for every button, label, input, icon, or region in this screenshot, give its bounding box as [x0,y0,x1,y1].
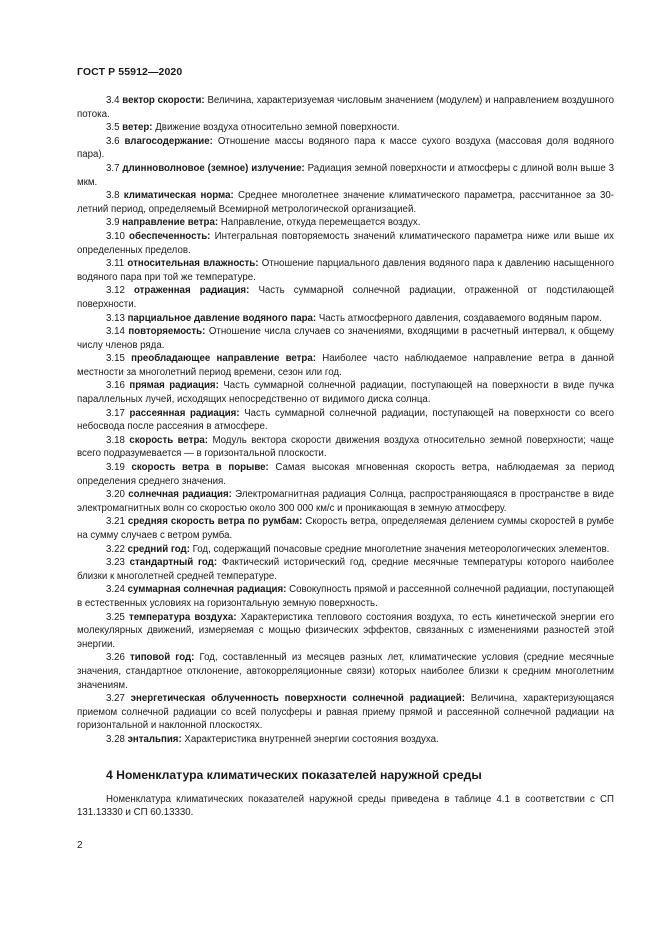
entry-term: средний год: [127,543,190,555]
entry-term: длинноволновое (земное) излучение: [122,162,305,174]
entry-term: средняя скорость ветра по румбам: [127,516,303,528]
definition-entry [77,162,614,189]
definition-entry [77,121,614,135]
section-heading: 4 Номенклатура климатических показателей наружной среды [106,767,482,782]
entry-definition: Направление, откуда перемещается воздух. [220,217,421,229]
entry-definition: Модуль вектора скорости движения воздуха относительно земной поверхности; чаще всего подразумевается — в горизонтальной плоскости. [77,434,614,460]
entry-number: 3.12 [106,285,125,297]
entry-term: повторяемость: [128,326,206,338]
entry-number: 3.10 [106,230,125,242]
entry-number: 3.21 [106,516,125,528]
entry-definition: Среднее многолетнее значение климатического параметра, рассчитанное за 30-летний период, определяемый Всемирной метрологической организацией. [77,190,615,215]
entry-number: 3.5 [106,122,120,134]
entry-term: вектор скорости: [122,95,205,106]
entry-number: 3.26 [106,652,125,664]
entry-definition: Отношение парциального давления водяного пара к давлению насыщенного водяного пара при той же температуре. [77,258,614,283]
definition-entry [77,407,614,434]
entry-definition: Характеристика внутренней энергии состояния воздуха. [184,733,439,745]
entry-number: 3.14 [106,326,125,338]
entry-number: 3.15 [106,353,125,365]
entry-definition: Отношение массы водяного пара к массе сухого воздуха (массовая доля водяного пара). [77,135,614,161]
entry-definition: Самая высокая мгновенная скорость ветра, наблюдаемая за период определения среднего значения. [77,462,614,487]
definition-entry [77,556,614,583]
definition-entry [77,312,614,326]
entry-term: солнечная радиация: [128,489,232,501]
entry-number: 3.16 [106,380,125,392]
entry-number: 3.6 [106,135,120,147]
entry-term: парциальное давление водяного пара: [127,312,317,324]
definition-entry [77,434,614,461]
definition-entry [77,325,614,352]
entry-number: 3.18 [106,434,125,446]
entry-number: 3.4 [106,95,120,106]
entry-term: прямая радиация: [129,380,219,392]
entry-term: направление ветра: [122,217,219,229]
entry-definition: Совокупность прямой и рассеянной солнечной радиации, поступающей в естественных условиях на горизонтальную земную поверхность. [77,584,614,609]
entry-term: энтальпия: [127,733,182,745]
entry-number: 3.20 [106,489,125,501]
entry-term: климатическая норма: [123,190,234,202]
entry-term: температура воздуха: [128,611,237,623]
entry-term: обеспеченность: [129,230,211,242]
definition-entry [77,216,614,230]
entry-term: скорость ветра в порыве: [131,462,269,474]
definitions-list [77,94,614,747]
entry-definition: Часть суммарной солнечной радиации, поступающей на поверхности со всего небосвода после рассеяния в атмосфере. [77,407,614,433]
page-number: 2 [77,840,83,851]
entry-number: 3.23 [106,557,125,569]
entry-term: преобладающее направление ветра: [131,353,316,365]
definition-entry [77,257,614,284]
entry-term: отраженная радиация: [134,285,250,297]
entry-number: 3.11 [106,258,125,270]
entry-number: 3.7 [106,162,120,174]
entry-term: рассеянная радиация: [129,407,240,419]
entry-definition: Радиация земной поверхности и атмосферы с длиной волн выше 3 мкм. [77,162,614,188]
definition-entry [77,543,614,557]
entry-number: 3.25 [106,611,125,623]
entry-definition: Фактический исторический год, средние месячные температуры которого наиболее близки к многолетней средней температуре. [77,557,614,582]
definition-entry [77,352,614,379]
entry-definition: Характеристика теплового состояния воздуха, то есть кинетической энергии его молекулярных движений, измеряемая с мощью физических эффектов, связанных с изменениями разностей этой энергии. [77,611,614,650]
entry-term: влагосодержание: [124,135,213,147]
document-header: ГОСТ Р 55912—2020 [77,66,183,78]
entry-definition: Часть атмосферного давления, создаваемого водяным паром. [318,312,602,324]
definition-entry [77,515,614,542]
entry-definition: Часть суммарной солнечной радиации, отраженной от подстилающей поверхности. [77,285,614,310]
entry-definition: Интегральная повторяемость значений климатического параметра ниже или выше их определенных пределов. [77,230,614,256]
entry-term: стандартный год: [129,557,218,569]
entry-term: суммарная солнечная радиация: [127,584,287,596]
entry-number: 3.24 [106,584,125,596]
entry-number: 3.8 [106,190,120,202]
entry-definition: Часть суммарной солнечной радиации, поступающей на поверхности в виде пучка параллельных лучей, исходящих непосредственно от видимого диска солнца. [77,380,614,406]
definition-entry [77,135,614,162]
entry-number: 3.28 [106,733,125,745]
entry-definition: Движение воздуха относительно земной поверхности. [155,122,400,134]
entry-definition: Величина, характеризующаяся приемом солнечной радиации со всей полусферы и равная приему прямой и рассеянной солнечной радиации на горизонтальной и наклонной плоскостях. [77,693,614,732]
definition-entry [77,94,614,121]
entry-definition: Скорость ветра, определяемая делением суммы скоростей в румбе на сумму случаев с ветром румба. [77,516,614,541]
definition-entry [77,230,614,257]
document-body [77,94,614,820]
entry-definition: Отношение числа случаев со значениями, входящими в расчетный интервал, к общему числу членов ряда. [77,326,614,351]
entry-term: относительная влажность: [127,258,259,270]
entry-definition: Год, содержащий почасовые средние многолетние значения метеорологических элементов. [192,543,610,555]
definition-entry [77,692,614,733]
definition-entry [77,461,614,488]
entry-term: скорость ветра: [129,434,208,446]
entry-definition: Величина, характеризуемая числовым значением (модулем) и направлением воздушного потока. [77,95,614,120]
section-paragraph: Номенклатура климатических показателей наружной среды приведена в таблице 4.1 в соответствии с СП 131.13330 и СП 60.13330. [77,793,614,819]
definition-entry [77,488,614,515]
entry-term: ветер: [122,122,153,134]
entry-definition: Год, составленный из месяцев разных лет, климатические условия (средние месячные значения, стандартное отклонение, автокорреляционные связи) которых наиболее близки к средним многолетним значениям. [77,652,614,691]
definition-entry [77,651,614,692]
entry-number: 3.22 [106,543,125,555]
definition-entry [77,733,614,747]
entry-definition: Электромагнитная радиация Солнца, распространяющаяся в пространстве в виде электромагнитных волн со скоростью около 300 000 км/с и проникающая в земную атмосферу. [77,489,614,514]
entry-term: энергетическая облученность поверхности солнечной радиацией: [130,693,465,705]
definition-entry [77,284,614,311]
entry-number: 3.19 [106,462,125,474]
entry-number: 3.9 [106,217,120,229]
entry-definition: Наиболее часто наблюдаемое направление ветра в данной местности за многолетний период времени, сезон или год. [77,353,614,378]
definition-entry [77,189,614,216]
definition-entry [77,379,614,406]
entry-term: типовой год: [130,652,195,664]
entry-number: 3.17 [106,407,125,419]
entry-number: 3.13 [106,312,125,324]
definition-entry [77,611,614,652]
definition-entry [77,583,614,610]
entry-number: 3.27 [106,693,125,705]
